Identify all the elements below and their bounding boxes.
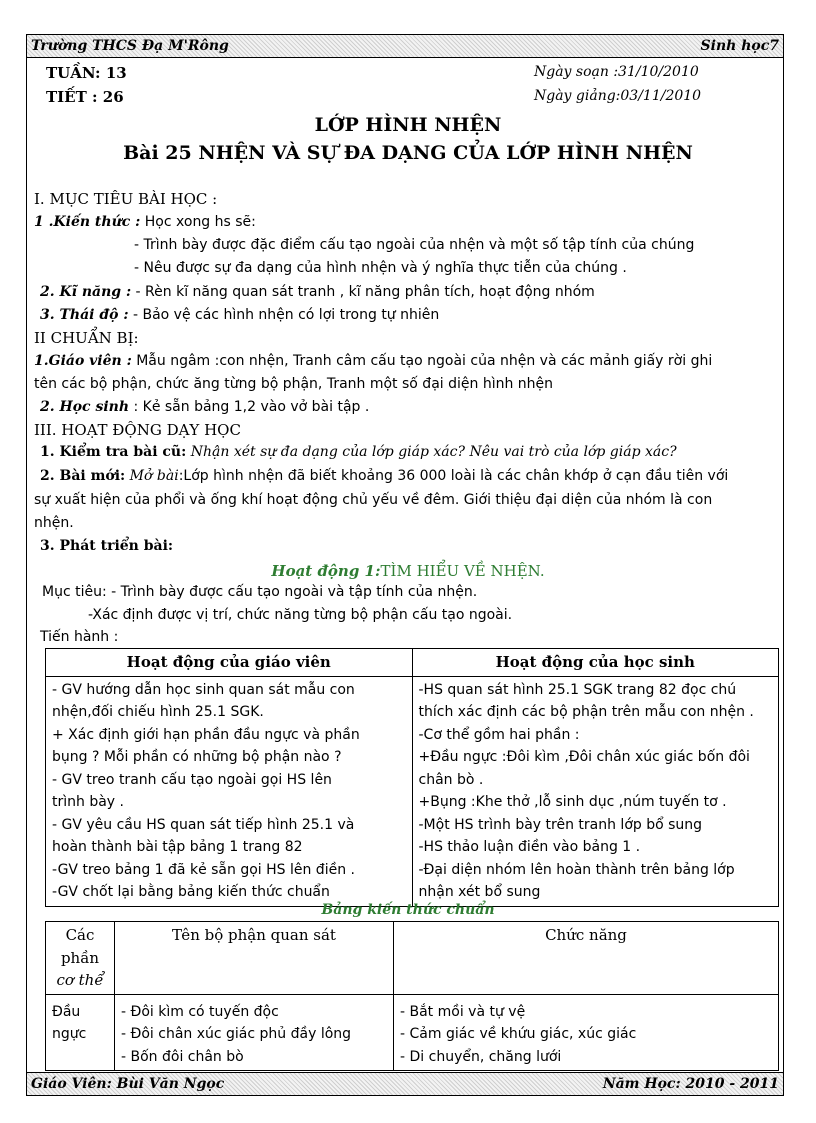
body-part-header-line: cơ thể xyxy=(56,971,104,989)
student-prep-text: : Kẻ sẵn bảng 1,2 vào vở bài tập . xyxy=(129,399,370,415)
review-question: Nhận xét sự đa dạng của lớp giáp xác? Nêu vai trò của lớp giáp xác? xyxy=(186,444,677,460)
student-prep-label: 2. Học sinh xyxy=(40,399,130,415)
teacher-activity-cell xyxy=(46,676,413,906)
teacher-line: nhện,đối chiếu hình 25.1 SGK. xyxy=(52,704,264,720)
teacher-activity-header: Hoạt động của giáo viên xyxy=(46,649,413,677)
new-lesson-label: 2. Bài mới: xyxy=(40,468,126,484)
attitude-line xyxy=(40,307,439,323)
skills-line xyxy=(40,284,595,300)
activity-table xyxy=(45,648,779,907)
period-label: TIẾT : 26 xyxy=(46,88,124,106)
lesson-title: Bài 25 NHỆN VÀ SỰ ĐA DẠNG CỦA LỚP HÌNH NHỆN xyxy=(123,142,693,164)
new-lesson-text-3: nhện. xyxy=(34,515,74,531)
teacher-line: trình bày . xyxy=(52,794,124,810)
development-label: 3. Phát triển bài: xyxy=(40,538,174,554)
body-part-line: ngực xyxy=(52,1026,87,1042)
student-activity-cell xyxy=(412,676,779,906)
table-row xyxy=(46,994,779,1071)
new-lesson-text-2: sự xuất hiện của phổi và ống khí hoạt động chủ yếu về đêm. Giới thiệu đại diện của nhóm là con xyxy=(34,492,713,508)
body-part-header xyxy=(46,922,115,995)
teacher-prep-text-1: Mẫu ngâm :con nhện, Tranh câm cấu tạo ngoài của nhện và các mảnh giấy rời ghi xyxy=(131,353,713,369)
teacher-prep-text-2: tên các bộ phận, chức ăng từng bộ phận, Tranh một số đại diện hình nhện xyxy=(34,376,554,392)
part-names-cell xyxy=(115,994,394,1071)
page-header xyxy=(27,35,783,58)
section-heading-preparation: II CHUẨN BỊ: xyxy=(34,329,139,347)
function-line: - Cảm giác về khứu giác, xúc giác xyxy=(400,1026,637,1042)
body-part-header-line: phần xyxy=(60,948,100,967)
attitude-text: - Bảo vệ các hình nhện có lợi trong tự nhiên xyxy=(128,307,440,323)
week-label: TUẦN: 13 xyxy=(46,64,127,82)
knowledge-label: 1 .Kiến thức : xyxy=(34,214,141,230)
student-line: +Đầu ngực :Đôi kìm ,Đôi chân xúc giác bốn đôi xyxy=(418,749,750,765)
knowledge-text: Học xong hs sẽ: xyxy=(140,214,256,230)
body-part-line: Đầu xyxy=(52,1003,81,1020)
new-lesson-line xyxy=(40,468,728,484)
part-name-line: - Bốn đôi chân bò xyxy=(121,1048,244,1065)
functions-cell xyxy=(394,994,779,1071)
teacher-prep-label: 1.Giáo viên : xyxy=(34,353,132,369)
function-line: - Bắt mồi và tự vệ xyxy=(400,1003,526,1020)
student-line: nhận xét bổ sung xyxy=(418,884,541,900)
skills-text: - Rèn kĩ năng quan sát tranh , kĩ năng phân tích, hoạt động nhóm xyxy=(131,284,595,300)
student-prep-line xyxy=(40,399,369,415)
standard-table-caption: Bảng kiến thức chuẩn xyxy=(321,902,495,918)
student-line: thích xác định các bộ phận trên mẫu con nhện . xyxy=(418,704,754,720)
part-name-line: - Đôi chân xúc giác phủ đầy lông xyxy=(121,1026,352,1042)
student-line: chân bò . xyxy=(418,771,484,788)
student-line: -Cơ thể gồm hai phần : xyxy=(418,726,580,743)
activity-1-label: Hoạt động 1: xyxy=(271,562,381,580)
body-part-cell xyxy=(46,994,115,1071)
teacher-line: -GV treo bảng 1 đã kẻ sẵn gọi HS lên điền . xyxy=(52,861,355,878)
student-line: -HS quan sát hình 25.1 SGK trang 82 đọc chú xyxy=(418,681,737,698)
school-year: Năm Học: 2010 - 2011 xyxy=(602,1076,779,1092)
skills-label: 2. Kĩ năng : xyxy=(40,284,132,300)
activity-1-title xyxy=(0,562,816,580)
teacher-line: - GV hướng dẫn học sinh quan sát mẫu con xyxy=(52,681,355,698)
subject-name: Sinh học7 xyxy=(700,38,779,54)
body-part-header-line: Các xyxy=(65,926,95,944)
school-name: Trường THCS Đạ M'Rông xyxy=(31,38,229,54)
teacher-name: Giáo Viên: Bùi Văn Ngọc xyxy=(31,1076,225,1092)
part-name-header: Tên bộ phận quan sát xyxy=(115,922,394,995)
activity-1-name: TÌM HIỂU VỀ NHỆN. xyxy=(380,562,545,580)
student-line: -HS thảo luận điền vào bảng 1 . xyxy=(418,839,641,855)
teacher-prep-line xyxy=(34,353,712,369)
knowledge-bullet-2: - Nêu được sự đa dạng của hình nhện và ý nghĩa thực tiễn của chúng . xyxy=(134,260,627,276)
function-header: Chức năng xyxy=(394,922,779,995)
function-line: - Di chuyển, chăng lưới xyxy=(400,1048,562,1065)
section-heading-activities: III. HOẠT ĐỘNG DẠY HỌC xyxy=(34,421,241,439)
objective-line-1: Mục tiêu: - Trình bày được cấu tạo ngoài và tập tính của nhện. xyxy=(42,584,478,600)
page-title: LỚP HÌNH NHỆN xyxy=(314,114,502,136)
teacher-line: - GV yêu cầu HS quan sát tiếp hình 25.1 và xyxy=(52,816,355,833)
section-heading-objectives: I. MỤC TIÊU BÀI HỌC : xyxy=(34,190,218,208)
student-line: +Bụng :Khe thở ,lỗ sinh dục ,núm tuyến tơ . xyxy=(418,794,727,810)
prep-date: Ngày soạn :31/10/2010 xyxy=(534,64,699,80)
teacher-line: + Xác định giới hạn phần đầu ngực và phần xyxy=(52,726,360,743)
student-activity-header: Hoạt động của học sinh xyxy=(412,649,779,677)
new-lesson-text-1: :Lớp hình nhện đã biết khoảng 36 000 loài là các chân khớp ở cạn đầu tiên với xyxy=(178,468,729,484)
intro-label: Mở bài xyxy=(125,468,179,484)
table-row xyxy=(46,676,779,906)
teacher-line: hoàn thành bài tập bảng 1 trang 82 xyxy=(52,839,303,855)
teacher-line: - GV treo tranh cấu tạo ngoài gọi HS lên xyxy=(52,771,332,788)
objective-line-2: -Xác định được vị trí, chức năng từng bộ phận cấu tạo ngoài. xyxy=(88,607,513,623)
teacher-line: bụng ? Mỗi phần có những bộ phận nào ? xyxy=(52,749,342,765)
part-name-line: - Đôi kìm có tuyến độc xyxy=(121,1003,279,1020)
knowledge-line xyxy=(34,214,256,230)
review-line xyxy=(40,444,677,460)
student-line: -Đại diện nhóm lên hoàn thành trên bảng lớp xyxy=(418,861,735,878)
page-footer xyxy=(27,1072,783,1095)
attitude-label: 3. Thái độ : xyxy=(40,307,129,323)
teach-date: Ngày giảng:03/11/2010 xyxy=(534,88,702,104)
review-label: 1. Kiểm tra bài cũ: xyxy=(40,444,187,460)
knowledge-bullet-1: - Trình bày được đặc điểm cấu tạo ngoài của nhện và một số tập tính của chúng xyxy=(134,237,695,253)
standard-knowledge-table xyxy=(45,921,779,1071)
procedure-label: Tiến hành : xyxy=(40,629,119,645)
teacher-line: -GV chốt lại bằng bảng kiến thức chuẩn xyxy=(52,884,330,900)
student-line: -Một HS trình bày trên tranh lớp bổ sung xyxy=(418,816,703,833)
